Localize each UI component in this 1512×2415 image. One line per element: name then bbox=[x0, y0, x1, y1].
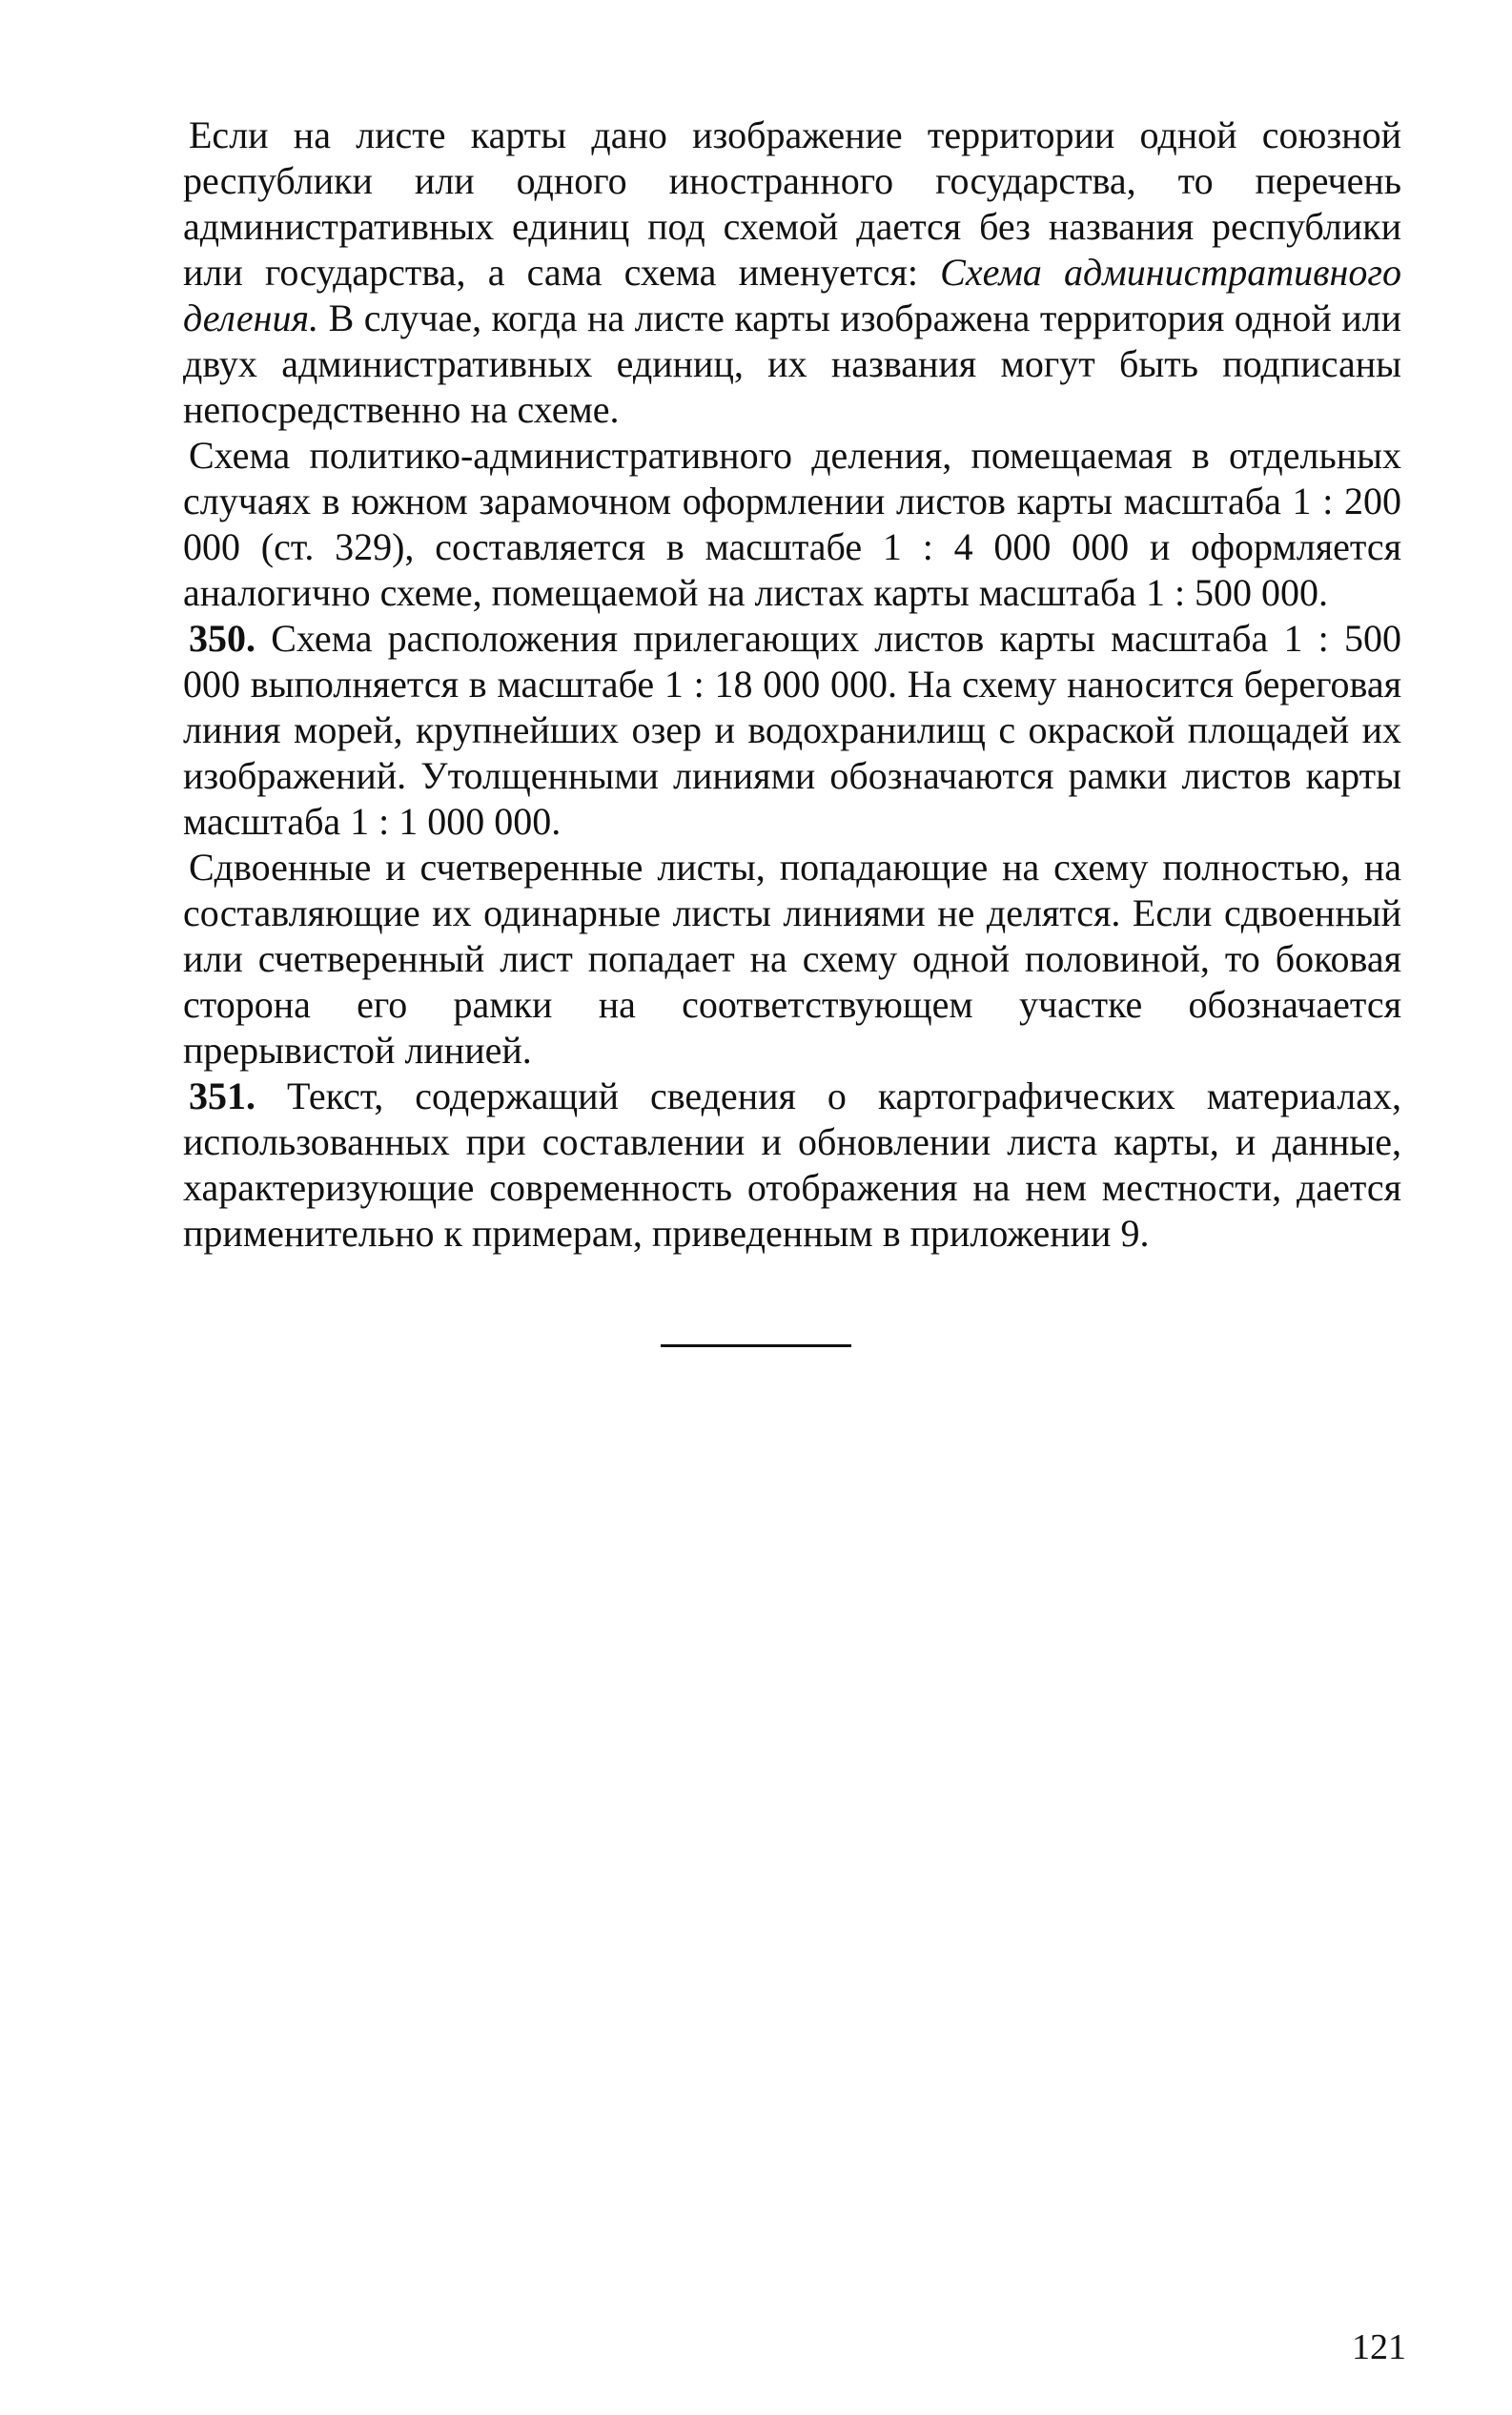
paragraph-text: Сдвоенные и счетверенные листы, попадающие на схему полностью, на составляющие их одинарные листы линиями не делятся. Если сдвоенный или счетверенный лист попадает на схему одной половиной, то боковая сторона его рамки на соответствующем участке обозначается прерывистой линией. bbox=[183, 846, 1401, 1072]
paragraph-text: Если на листе карты дано изображение территории одной союзной республики или одного иностранного государства, то перечень административных единиц под схемой дается без названия республики или государства, а сама схема именуется: bbox=[183, 113, 1401, 294]
paragraph-text: Текст, содержащий сведения о картографических материалах, использованных при составлении и обновлении листа карты, и данные, характеризующие современность отображения на нем местности, дается применительно к примерам, приведенным в приложении 9. bbox=[183, 1074, 1401, 1255]
section-number: 350. bbox=[189, 617, 255, 660]
paragraph-double-sheets bbox=[183, 845, 1401, 1074]
section-end-rule bbox=[661, 1344, 851, 1347]
page-body bbox=[183, 113, 1401, 1257]
paragraph-text: Схема расположения прилегающих листов карты масштаба 1 : 500 000 выполняется в масштабе 1 : 18 000 000. На схему наносится береговая линия морей, крупнейших озер и водохранилищ с окраской площадей их изображений. Утолщенными линиями обозначаются рамки листов карты масштаба 1 : 1 000 000. bbox=[183, 617, 1401, 843]
paragraph-351 bbox=[183, 1074, 1401, 1257]
scheme-title-italic: Схема административного деления. bbox=[183, 251, 1401, 339]
paragraph-political-scheme bbox=[183, 433, 1401, 616]
paragraph-text: В случае, когда на листе карты изображена территория одной или двух административных единиц, их названия могут быть подписаны непосредственно на схеме. bbox=[183, 297, 1401, 431]
paragraph-350 bbox=[183, 616, 1401, 845]
section-number: 351. bbox=[189, 1074, 255, 1117]
paragraph-text: Схема политико-административного деления, помещаемая в отдельных случаях в южном зарамочном оформлении листов карты масштаба 1 : 200 000 (ст. 329), составляется в масштабе 1 : 4 000 000 и оформляется аналогично схеме, помещаемой на листах карты масштаба 1 : 500 000. bbox=[183, 434, 1401, 614]
page-number: 121 bbox=[1352, 2327, 1406, 2367]
paragraph-admin-scheme bbox=[183, 113, 1401, 433]
